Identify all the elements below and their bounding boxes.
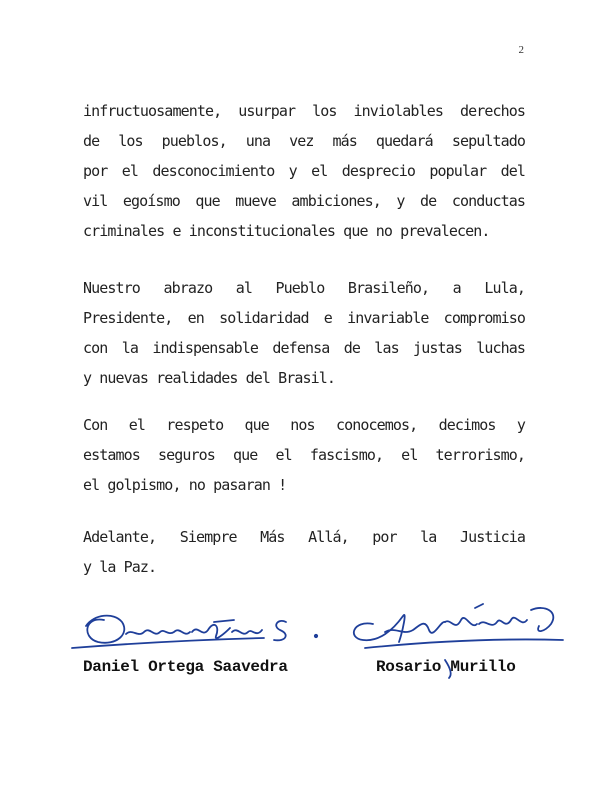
paragraph-line: el golpismo, no pasaran ! bbox=[83, 476, 287, 494]
paragraph-line: estamos seguros que el fascismo, el terrorismo, bbox=[83, 446, 525, 464]
paragraph-line: infructuosamente, usurpar los inviolables derechos bbox=[83, 102, 525, 120]
signature-name-1: Daniel Ortega Saavedra bbox=[83, 658, 288, 676]
paragraph-line: y nuevas realidades del Brasil. bbox=[83, 369, 336, 387]
paragraph-line: Con el respeto que nos conocemos, decimos y bbox=[83, 416, 525, 434]
paragraph-line: criminales e inconstitucionales que no prevalecen. bbox=[83, 222, 490, 240]
signature-daniel-ortega bbox=[64, 598, 334, 660]
paragraph-line: vil egoísmo que mueve ambiciones, y de conductas bbox=[83, 192, 525, 210]
paragraph-line: de los pueblos, una vez más quedará sepultado bbox=[83, 132, 525, 150]
paragraph-line: por el desconocimiento y el desprecio popular del bbox=[83, 162, 525, 180]
paragraph-line: y la Paz. bbox=[83, 558, 157, 576]
signature-name-2: Rosario Murillo bbox=[376, 658, 516, 676]
paragraph-4 bbox=[83, 522, 525, 582]
paragraph-3 bbox=[83, 410, 525, 500]
paragraph-line: Nuestro abrazo al Pueblo Brasileño, a Lula, bbox=[83, 279, 525, 297]
paragraph-line: Presidente, en solidaridad e invariable compromiso bbox=[83, 309, 525, 327]
paragraph-line: con la indispensable defensa de las justas luchas bbox=[83, 339, 525, 357]
page-number: 2 bbox=[518, 44, 524, 56]
paragraph-1 bbox=[83, 96, 525, 246]
paragraph-line: Adelante, Siempre Más Allá, por la Justicia bbox=[83, 528, 525, 546]
paragraph-2 bbox=[83, 273, 525, 393]
